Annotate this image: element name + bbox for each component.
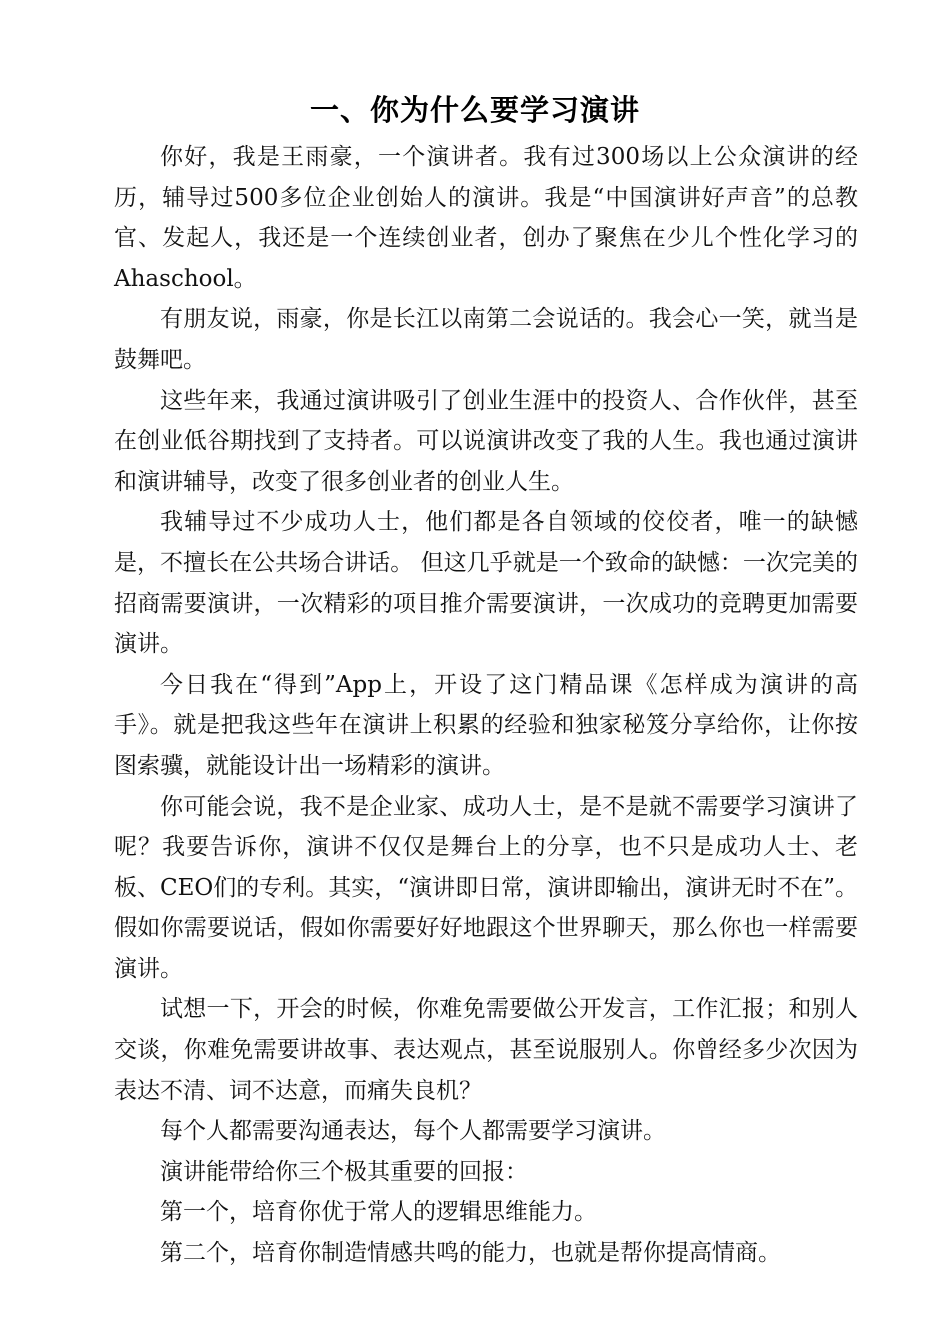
paragraph: 你可能会说，我不是企业家、成功人士，是不是就不需要学习演讲了呢？我要告诉你，演讲不仅仅是舞台上的分享，也不只是成功人士、老板、CEO们的专利。其实，“演讲即日常，演讲即输出，演讲无时不在”。假如你需要说话，假如你需要好好地跟这个世界聊天，那么你也一样需要演讲。 xyxy=(114,793,858,982)
paragraph: 第二个，培育你制造情感共鸣的能力，也就是帮你提高情商。 xyxy=(160,1240,781,1267)
paragraph: 今日我在“得到”App上，开设了这门精品课《怎样成为演讲的高手》。就是把我这些年在演讲上积累的经验和独家秘笈分享给你，让你按图索骥，就能设计出一场精彩的演讲。 xyxy=(114,671,858,779)
document-body xyxy=(114,137,858,1274)
paragraph: 第一个，培育你优于常人的逻辑思维能力。 xyxy=(160,1199,597,1226)
paragraph: 每个人都需要沟通表达，每个人都需要学习演讲。 xyxy=(160,1118,666,1145)
paragraph: 我辅导过不少成功人士，他们都是各自领域的佼佼者，唯一的缺憾是，不擅长在公共场合讲话。 但这几乎就是一个致命的缺憾：一次完美的招商需要演讲，一次精彩的项目推介需要演讲，一次成功的竞聘更加需要演讲。 xyxy=(114,509,858,658)
paragraph: 这些年来，我通过演讲吸引了创业生涯中的投资人、合作伙伴，甚至在创业低谷期找到了支持者。可以说演讲改变了我的人生。我也通过演讲和演讲辅导，改变了很多创业者的创业人生。 xyxy=(114,387,858,495)
section-title: 一、你为什么要学习演讲 xyxy=(309,93,640,127)
paragraph: 演讲能带给你三个极其重要的回报： xyxy=(160,1158,528,1185)
paragraph: 你好，我是王雨豪，一个演讲者。我有过300场以上公众演讲的经历，辅导过500多位企业创始人的演讲。我是“中国演讲好声音”的总教官、发起人，我还是一个连续创业者，创办了聚焦在少儿个性化学习的Ahaschool。 xyxy=(114,144,858,292)
paragraph: 试想一下，开会的时候，你难免需要做公开发言，工作汇报；和别人交谈，你难免需要讲故事、表达观点，甚至说服别人。你曾经多少次因为表达不清、词不达意，而痛失良机？ xyxy=(114,996,858,1104)
paragraph: 有朋友说，雨豪，你是长江以南第二会说话的。我会心一笑，就当是鼓舞吧。 xyxy=(114,306,858,373)
